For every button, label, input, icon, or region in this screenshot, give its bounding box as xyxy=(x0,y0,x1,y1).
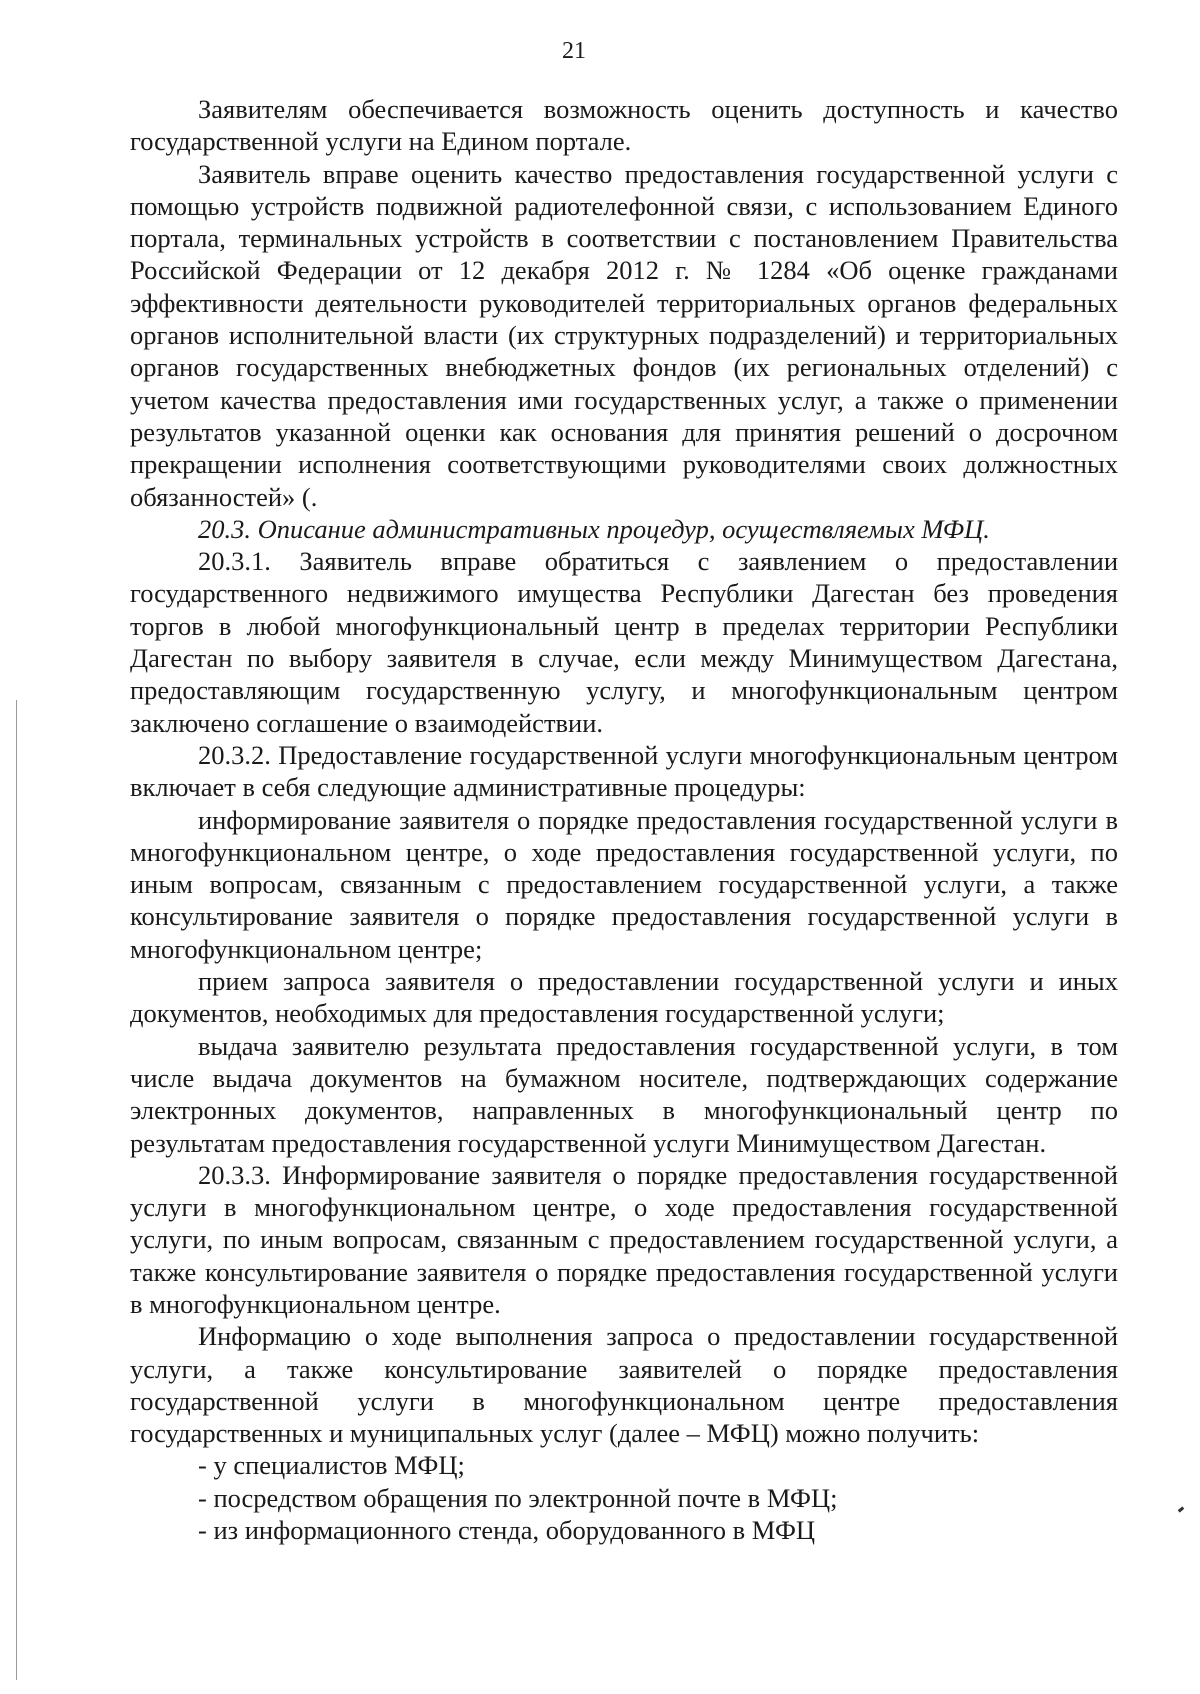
scan-speck xyxy=(1178,1506,1185,1512)
paragraph-20-3-1: 20.3.1. Заявитель вправе обратиться с заявлением о предоставлении государственного недвижимого имущества Республики Дагестан без проведения торгов в любой многофункциональный центр в пределах территории Республики Дагестан по выбору заявителя в случае, если между Минимуществом Дагестана, предоставляющим государственную услугу, и многофункциональным центром заключено соглашение о взаимодействии. xyxy=(130,546,1118,738)
paragraph-procedure-issuing: выдача заявителю результата предоставления государственной услуги, в том числе выдача документов на бумажном носителе, подтверждающих содержание электронных документов, направленных в многофункциональный центр по результатам предоставления государственной услуги Минимуществом Дагестан. xyxy=(130,1030,1118,1158)
paragraph-mfc-information: Информацию о ходе выполнения запроса о предоставлении государственной услуги, а также консультирование заявителей о порядке предоставления государственной услуги в многофункциональном центре предоставления государственных и муниципальных услуг (далее – МФЦ) можно получить: xyxy=(130,1321,1118,1449)
section-heading-20-3: 20.3. Описание административных процедур, осуществляемых МФЦ. xyxy=(198,513,990,544)
paragraph-rating-availability: Заявителям обеспечивается возможность оценить доступность и качество государственной услуги на Едином портале. xyxy=(130,94,1118,157)
list-item-email: - посредством обращения по электронной почте в МФЦ; xyxy=(198,1482,838,1513)
paragraph-20-3-3: 20.3.3. Информирование заявителя о порядке предоставления государственной услуги в многофункциональном центре, о ходе предоставления государственной услуги, по иным вопросам, связанным с предоставлением государственной услуги, а также консультирование заявителя о порядке предоставления государственной услуги в многофункциональном центре. xyxy=(130,1159,1118,1319)
page-number: 21 xyxy=(562,38,586,64)
paragraph-rating-quality: Заявитель вправе оценить качество предоставления государственной услуги с помощью устройств подвижной радиотелефонной связи, с использованием Единого портала, терминальных устройств в соответствии с постановлением Правительства Российской Федерации от 12 декабря 2012 г. № 1284 «Об оценке гражданами эффективности деятельности руководителей территориальных органов федеральных органов исполнительной власти (их структурных подразделений) и территориальных органов государственных внебюджетных фондов (их региональных отделений) с учетом качества предоставления ими государственных услуг, а также о применении результатов указанной оценки как основания для принятия решений о досрочном прекращении исполнения соответствующими руководителями своих должностных обязанностей» (. xyxy=(130,158,1118,512)
document-body xyxy=(130,93,1118,1546)
list-item-specialists: - у специалистов МФЦ; xyxy=(198,1450,465,1481)
scan-edge-mark xyxy=(16,700,17,1680)
paragraph-procedure-receiving: прием запроса заявителя о предоставлении государственной услуги и иных документов, необходимых для предоставления государственной услуги; xyxy=(130,966,1118,1029)
paragraph-procedure-informing: информирование заявителя о порядке предоставления государственной услуги в многофункциональном центре, о ходе предоставления государственной услуги, по иным вопросам, связанным с предоставлением государственной услуги, а также консультирование заявителя о порядке предоставления государственной услуги в многофункциональном центре; xyxy=(130,804,1118,964)
list-item-info-stand: - из информационного стенда, оборудованного в МФЦ xyxy=(198,1515,816,1546)
paragraph-20-3-2: 20.3.2. Предоставление государственной услуги многофункциональным центром включает в себя следующие административные процедуры: xyxy=(130,739,1118,803)
